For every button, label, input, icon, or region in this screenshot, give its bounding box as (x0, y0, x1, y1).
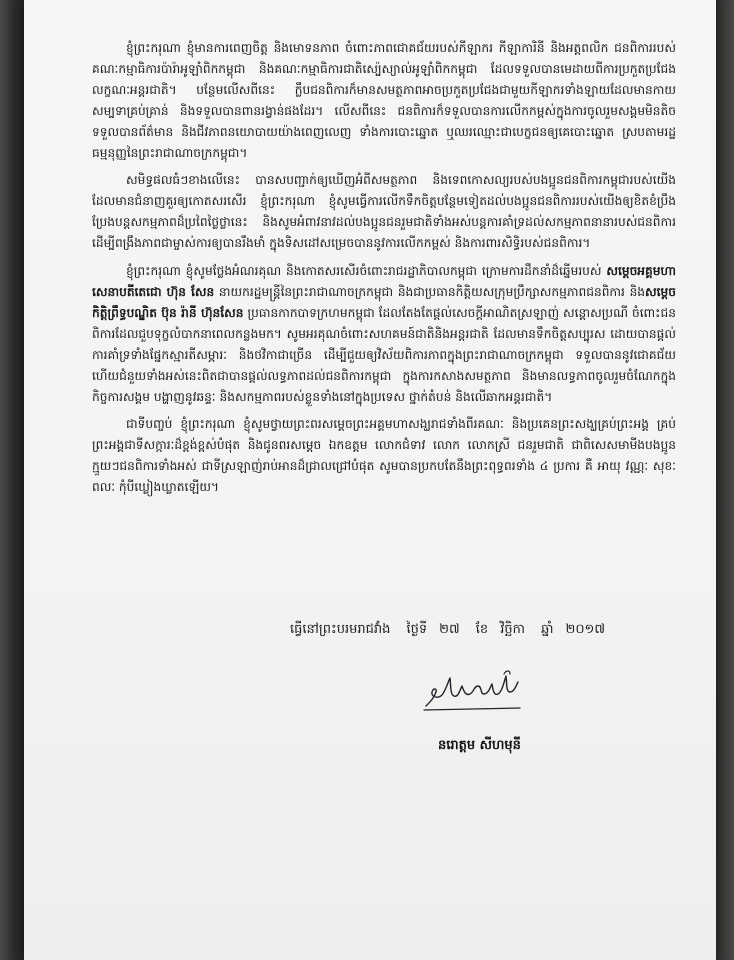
signer-name: នរោត្តម សីហមុនី (438, 738, 521, 753)
date-month-label: ខែ (475, 622, 489, 637)
date-place: ធ្វើនៅព្រះបរមរាជវាំង (290, 622, 391, 637)
paragraph-3-text-middle: នាយករដ្ឋមន្ត្រីនៃព្រះរាជាណាចក្រកម្ពុជា និងជាប្រធានកិត្តិយសក្រុមប្រឹក្សាសកម្មភាពជនពិការ និង (214, 284, 646, 299)
handwritten-signature (420, 668, 530, 714)
date-year: ២០១៧ (565, 622, 606, 637)
paragraph-2 (92, 170, 676, 254)
date-year-label: ឆ្នាំ (541, 622, 554, 637)
date-line (290, 621, 680, 640)
prime-minister-title: សម្ដេចអគ្គមហាសេនាបតីតេជោ ហ៊ុន សែន (92, 264, 676, 299)
paragraph-2-text: សមិទ្ធផលធំៗខាងលើនេះ បានសបញ្ជាក់ឲ្យឃើញអំពីសមត្ថភាព និងទេពកោសល្យរបស់បងប្អូនជនពិការកម្ពុជារបស់យើង ដែលមានជំនាញគួរឲ្យកោតសរសើរ ខ្ញុំព្រះករុណា ខ្ញុំសូមធ្វើការលើកទឹកចិត្តបន្ថែមទៀតដល់បងប្អូនជនពិការរបស់យើងឲ្យខិតខំប្រឹងប្រែងបន្តសកម្មភាពដ៏ប្រពៃថ្លៃថ្លានេះ និងសូមអំពាវនាវដល់បងប្អូនជនរួមជាតិទាំងអស់បន្តការគាំទ្រដល់សកម្មភាពនានារបស់ជនពិការ ដើម្បីពង្រឹងភាពជាម្ចាស់ការឲ្យបានរឹងមាំ ក្នុងទិសដៅសម្រេចបាននូវការលើកកម្ពស់ និងការពារសិទ្ធិរបស់ជនពិការ។ (92, 173, 676, 251)
letter-body (92, 38, 676, 505)
date-month: វិច្ឆិកា (500, 622, 525, 637)
red-cross-president-title: សម្ដេចកិត្តិព្រឹទ្ធបណ្ឌិត ប៊ុន រ៉ានី ហ៊ុនសែន (92, 284, 676, 320)
paragraph-3-text-after: ប្រធានកាកបាទក្រហមកម្ពុជា ដែលតែងតែផ្ដល់សេចក្ដីអាណិតស្រឡាញ់ សន្ដោសប្រណី ចំពោះជនពិការដែលជួបទុក្ខលំបាកនាពេលកន្លងមក។ សូមអរគុណចំពោះសហគមន៍ជាតិនិងអន្ដរជាតិ ដែលមានទឹកចិត្តសប្បុរស ដោយបានផ្ដល់ការគាំទ្រទាំងផ្នែកស្មារតីសម្ភារៈ និងថវិកាជាច្រើន ដើម្បីជួយឲ្យវិស័យពិការភាពក្នុងព្រះរាជាណាចក្រកម្ពុជា ទទួលបាននូវជោគជ័យ ហើយជំនួយទាំងអស់នេះពិតជាបានផ្ដល់លទ្ធភាពដល់ជនពិការកម្ពុជា ក្នុងការកសាងសមត្ថភាព និងមានលទ្ធភាពចូលរួមចំណែកក្នុងកិច្ចការសង្គម បង្ហាញនូវឆន្ទៈ និងសកម្មភាពរបស់ខ្លួនទាំងនៅក្នុងប្រទេស ថ្នាក់តំបន់ និងលើឆាកអន្ដរជាតិ។ (92, 305, 676, 404)
paragraph-4-text: ជាទីបញ្ចប់ ខ្ញុំព្រះករុណា ខ្ញុំសូមថ្វាយព្រះពរសម្ដេចព្រះអគ្គមហាសង្ឃរាជទាំងពីរគណៈ និងប្រគេនព្រះសង្ឃគ្រប់ព្រះអង្គ គ្រប់ព្រះអង្គជាទីសក្ការៈដ៏ខ្ពង់ខ្ពស់បំផុត និងជូនពរសម្ដេច ឯកឧត្ដម លោកជំទាវ លោក លោកស្រី ជនរួមជាតិ ជាពិសេសមាមីងបងប្អូន ក្មួយៗជនពិការទាំងអស់ ជាទីស្រឡាញ់រាប់អានដ៏ជ្រាលជ្រៅបំផុត សូមបានប្រកបតែនឹងព្រះពុទ្ធពរទាំង ៤ ប្រការ គឺ អាយុ វណ្ណៈ សុខៈ ពលៈ កុំបីឃ្លៀងឃ្លាតឡើយ។ (92, 417, 676, 495)
date-day-label: ថ្ងៃទី (406, 622, 428, 637)
date-day: ២៧ (439, 622, 460, 637)
paragraph-4 (92, 414, 676, 498)
paragraph-3-text-before: ខ្ញុំព្រះករុណា ខ្ញុំសូមថ្លែងអំណរគុណ និងកោតសរសើរចំពោះរាជរដ្ឋាភិបាលកម្ពុជា ក្រោមការដឹកនាំដ៏ឆ្នើមរបស់ (126, 264, 607, 279)
paragraph-3 (92, 261, 676, 407)
paragraph-1-text: ខ្ញុំព្រះករុណា ខ្ញុំមានការពេញចិត្ដ និងមោទនភាព ចំពោះភាពជោគជ័យរបស់កីឡាករ កីឡាការិនី និងអត្តពលិក ជនពិការរបស់គណៈកម្មាធិការប៉ារ៉ាអូឡាំពិកកម្ពុជា និងគណៈកម្មាធិការជាតិស្ប៉េស្យាល់អូឡាំពិកកម្ពុជា ដែលទទួលបានមេដាយពីការប្រកួតប្រជែងលក្ខណៈអន្ដរជាតិ។ បន្ថែមលើសពីនេះ ក្លឹបជនពិការក៏មានសមត្ថភាពអាចប្រកួតប្រជែងជាមួយកីឡាករទាំងឡាយដែលមានកាយសម្បទាគ្រប់គ្រាន់ និងទទួលបានពានរង្វាន់ផងដែរ។ លើសពីនេះ ជនពិការក៏ទទួលបានការលើកកម្ពស់ក្នុងការចូលរួមសង្គមមិនតិចទទួលបានព័ត៌មាន និងជីវភាពនយោបាយយ៉ាងពេញលេញ ទាំងការបោះឆ្នោត ឬឈរឈ្មោះជាបេក្ខជនឲ្យគេបោះឆ្នោត ស្របតាមរដ្ឋធម្មនុញ្ញនៃព្រះរាជាណាចក្រកម្ពុជា។ (92, 41, 676, 160)
paragraph-1 (92, 38, 676, 163)
